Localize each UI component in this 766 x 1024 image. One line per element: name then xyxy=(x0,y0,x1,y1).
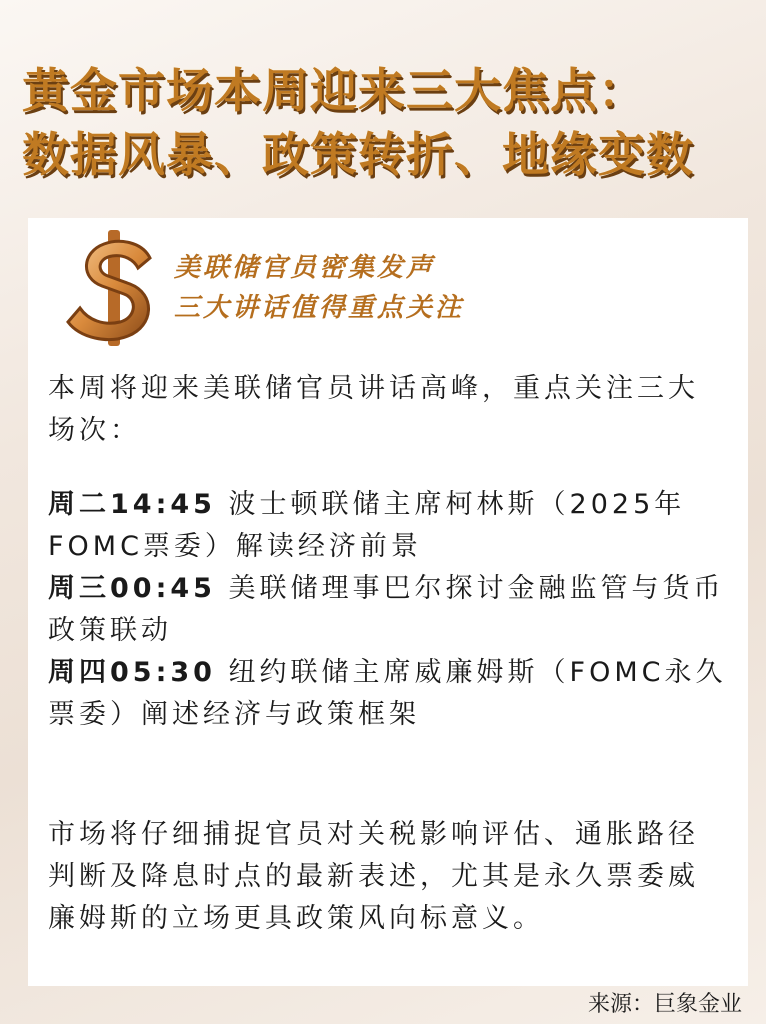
dollar-sign-icon xyxy=(58,228,168,348)
title-line-2: 数据风暴、政策转折、地缘变数 xyxy=(22,128,694,183)
subhead-line-1: 美联储官员密集发声 xyxy=(174,253,436,283)
subhead xyxy=(174,248,464,328)
schedule-time: 周二14:45 xyxy=(48,489,216,520)
subhead-line-2: 三大讲话值得重点关注 xyxy=(174,293,465,323)
schedule-text: 波士顿联储主席柯林斯（2025年FOMC票委）解读经济前景 xyxy=(48,489,686,562)
schedule-text: 美联储理事巴尔探讨金融监管与货币政策联动 xyxy=(48,573,725,646)
schedule-time: 周三00:45 xyxy=(48,573,216,604)
schedule-item xyxy=(48,484,728,568)
content-card xyxy=(28,218,748,986)
schedule-list xyxy=(48,484,728,736)
title-line-1: 黄金市场本周迎来三大焦点： xyxy=(22,64,646,119)
schedule-time: 周四05:30 xyxy=(48,657,216,688)
intro-paragraph: 本周将迎来美联储官员讲话高峰，重点关注三大场次： xyxy=(48,373,699,446)
schedule-text: 纽约联储主席威廉姆斯（FOMC永久票委）阐述经济与政策框架 xyxy=(48,657,727,730)
source-label: 来源：巨象金业 xyxy=(587,992,742,1017)
outro-paragraph: 市场将仔细捕捉官员对关税影响评估、通胀路径判断及降息时点的最新表述，尤其是永久票委威廉姆斯的立场更具政策风向标意义。 xyxy=(48,819,699,934)
schedule-item xyxy=(48,652,728,736)
page-title xyxy=(22,60,752,188)
schedule-item xyxy=(48,568,728,652)
